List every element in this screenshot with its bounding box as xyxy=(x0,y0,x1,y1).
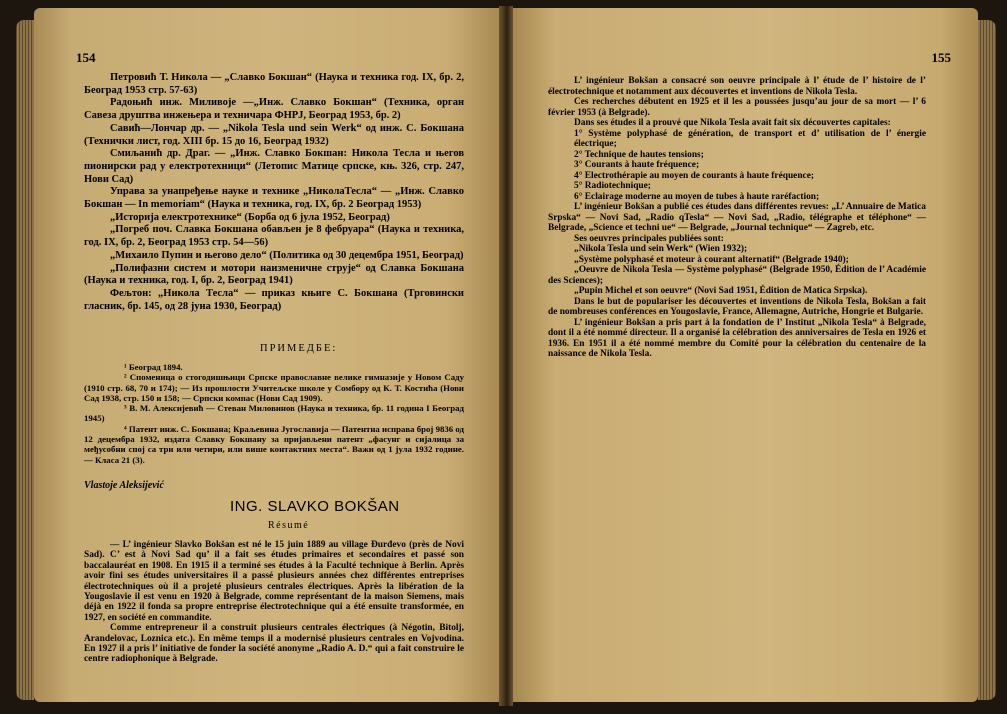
list-item: 3° Courants à haute fréquence; xyxy=(574,160,700,170)
paragraph: Dans ses études il a prouvé que Nikola Tesla avait fait six découvertes capitales: xyxy=(574,118,891,128)
reference-entry: Савић—Лончар др. — „Nikola Tesla und sein Werk“ од инж. С. Бокшана (Технички лист, год. XIII бр. 15 до 16, Београд 1932) xyxy=(84,122,464,147)
list-item: 4° Electrothérapie au moyen de courants à haute fréquence; xyxy=(574,170,815,181)
list-item: „Oeuvre de Nikola Tesla — Système polyphasé“ (Belgrade 1950, Édition de l’ Académie des Sciences); xyxy=(548,265,926,286)
footnote: ² Споменица о стогодишњици Српске православне велике гимназије у Новом Саду (1910 стр. 68, 70 и 174); — Из прошлости Учитељске школе у Сомбору од К. Т. Костића (Нови Сад 1938, стр. 150 и 158; — Српски компас (Нови Сад 1909). xyxy=(84,372,464,403)
notes-heading: ПРИМЕДБЕ: xyxy=(260,343,338,354)
reference-list xyxy=(84,72,464,313)
paragraph: Comme entrepreneur il a construit plusieurs centrales électriques (à Négotin, Bitolj, Arandelovac, Loznica etc.). En même temps il a modernisé plusieurs centrales en Vojvodina. En 1927 il a pris l’ initiative de fonder la société anonyme „Radio A. D.“ qui a fait construire le centre radiophonique à Belgrade. xyxy=(84,623,464,665)
page-number-left: 154 xyxy=(76,50,96,65)
paragraph: Dans le but de populariser les découvertes et inventions de Nikola Tesla, Bokšan a fait de nombreuses conférences en Yougoslavie, France, Allemagne, Autriche, Hongrie et Bulgarie. xyxy=(548,296,926,317)
list-item: 6° Eclairage moderne au moyen de tubes à haute raréfaction; xyxy=(574,191,820,202)
resume-body-left xyxy=(84,540,464,665)
paragraph: L’ ingénieur Bokšan a publié ces études dans différentes revues: „L’ Annuaire de Matica Srpska“ — Novi Sad, „Radio qTesla“ — Novi Sad, „Radio, télégraphe et téléphone“ — Belgrade, „Science et techni ue“ — Belgrade, „Journal technique“ — Zagreb, etc. xyxy=(548,202,926,233)
list-item: „Système polyphasé et moteur à courant alternatif“ (Belgrade 1940); xyxy=(574,254,849,265)
footnote: ³ В. М. Алексијевић — Стеван Миловинов (Наука и техника, бр. 11 година I Београд 1945) xyxy=(84,403,464,424)
reference-entry: Фељтон: „Никола Тесла“ — приказ књиге С. Бокшана (Трговински гласник, бр. 145, од 28 јуна 1930, Београд) xyxy=(84,287,464,312)
list-item: 5° Radiotechnique; xyxy=(574,181,651,191)
paragraph: Ses oeuvres principales publiées sont: xyxy=(574,233,724,244)
list-item: „Pupin Michel et son oeuvre“ (Novi Sad 1951, Édition de Matica Srpska). xyxy=(574,286,868,296)
reference-entry: Смиљанић др. Драг. — „Инж. Славко Бокшан: Никола Тесла и његов пионирски рад у електротехници“ (Летопис Матице српске, књ. 326, стр. 247, Нови Сад) xyxy=(84,148,464,185)
reference-entry: „Погреб поч. Славка Бокшана обављен је 8 фебруара“ (Наука и техника, год. IX, бр. 2, Београд 1953 стр. 54—56) xyxy=(84,224,464,249)
page-edges-right xyxy=(978,20,996,700)
page-number-right: 155 xyxy=(931,50,951,65)
article-author: Vlastoje Aleksijević xyxy=(84,480,164,491)
page-edges-left xyxy=(16,20,34,700)
article-subtitle: Résumé xyxy=(268,520,310,531)
resume-body-right xyxy=(548,76,926,360)
list-item: 1° Système polyphasé de génération, de transport et d’ utilisation de l’ énergie électrique; xyxy=(574,128,926,149)
reference-entry: Радоњић инж. Миливоје —„Инж. Славко Бокшан“ (Техника, орган Савеза друштва инжењера и техничара ФНРЈ, Београд 1953, бр. 2) xyxy=(84,97,464,122)
reference-entry: Управа за унапређење науке и технике „НиколаТесла“ — „Инж. Славко Бокшан — In memoriam“ (Наука и техника, год. IX, бр. 2 Београд 1953) xyxy=(84,186,464,211)
article-title: ING. SLAVKO BOKŠAN xyxy=(230,498,400,515)
book-gutter xyxy=(499,6,513,706)
reference-entry: „Михаило Пупин и његово дело“ (Политика од 30 децембра 1951, Београд) xyxy=(110,249,464,261)
list-item: 2° Technique de hautes tensions; xyxy=(574,149,704,160)
paragraph: L’ ingénieur Bokšan a pris part à la fondation de l’ Institut „Nikola Tesla“ à Belgrade, dont il a été nommé directeur. Il a organisé la célébration des anniversaires de Tesla en 1926 et 1936. En 1951 il a été nommé membre du Comité pour la célébration du centenaire de la naissance de Nikola Tesla. xyxy=(548,317,926,359)
reference-entry: „Историја електротехнике“ (Борба од 6 јула 1952, Београд) xyxy=(110,211,390,223)
reference-entry: Петровић Т. Никола — „Славко Бокшан“ (Наука и техника год. IX, бр. 2, Београд 1953 стр. 57-63) xyxy=(84,72,464,96)
paragraph: — L’ ingénieur Slavko Bokšan est né le 15 juin 1889 au village Đurđevo (près de Novi Sad). C’ est à Novi Sad qu’ il a fait ses études primaires et secondaires et passé son baccalauréat en 1908. En 1915 il a terminé ses études à la Faculté technique à Berlin. Après avoir fini ses études universitaires il a passé plusieurs années chez différentes entreprises électrotechniques où il a projeté plusieurs centrales électriques. Après la libération de la Yougoslavie il est venu en 1920 à Belgrade, comme représentant de la maison Siemens, mais déjà en 1922 il fonda sa propre entreprise électrotechnique qui a été ensuite transformée, en 1927, en société en commandite. xyxy=(84,540,464,623)
reference-entry: „Полифазни систем и мотори наизменичне струје“ од Славка Бокшана (Наука и техника, год. I, бр. 2, Београд 1941) xyxy=(84,262,464,287)
list-item: „Nikola Tesla und sein Werk“ (Wien 1932); xyxy=(574,244,748,254)
footnotes xyxy=(84,362,464,465)
paragraph: Ces recherches débutent en 1925 et il les a poussées jusqu’au jour de sa mort — l’ 6 février 1953 (à Belgrade). xyxy=(548,97,926,118)
paragraph: L’ ingénieur Bokšan a consacré son oeuvre principale à l’ étude de l’ histoire de l’ électrotechnique et notamment aux découvertes et inventions de Nikola Tesla. xyxy=(548,76,926,97)
footnote: ¹ Београд 1894. xyxy=(124,362,183,372)
footnote: ⁴ Патент инж. С. Бокшана; Краљевина Југославија — Патентна исправа број 9836 од 12 децембра 1932, издата Славку Бокшану за пријављени патент „фасунг и сијалица за међусобни спој са три или четири, или више контактних места“. Важи од 1 јула 1932 године. — Класа 21 (3). xyxy=(84,423,464,465)
